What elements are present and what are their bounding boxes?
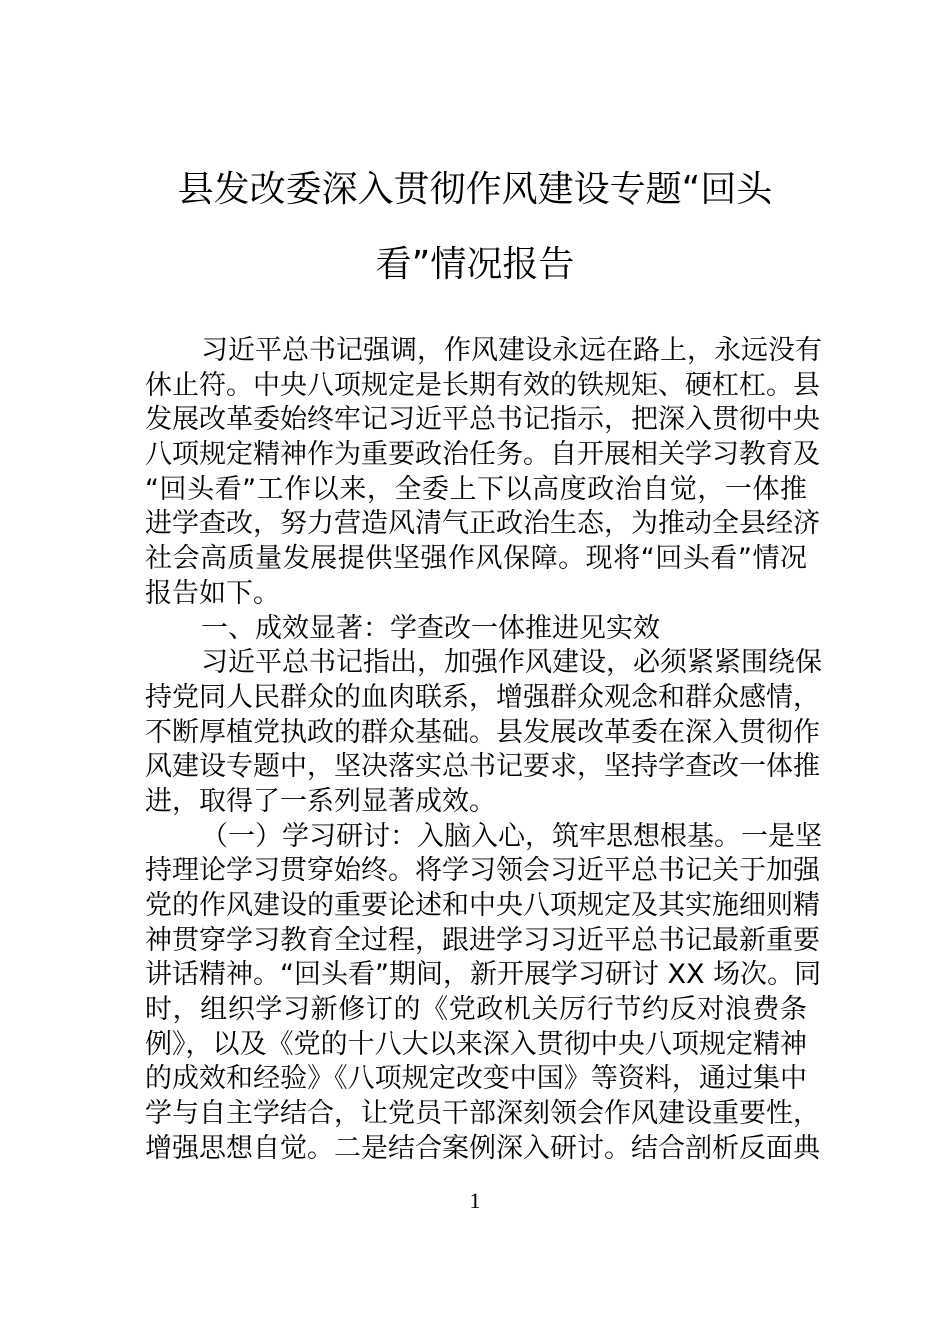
- text-line: 习近平总书记强调，作风建设永远在路上，永远没有: [201, 335, 822, 366]
- document-title-line-1: 县发改委深入贯彻作风建设专题“回头: [177, 169, 773, 210]
- text-line: 讲话精神。“回头看”期间，新开展学习研讨 XX 场次。同: [145, 959, 822, 991]
- text-line: 持党同人民群众的血肉联系，增强群众观念和群众感情，: [145, 681, 820, 713]
- text-line: 持理论学习贯穿始终。将学习领会习近平总书记关于加强: [145, 855, 820, 887]
- page-number: 1: [469, 1188, 481, 1213]
- text-line: 风建设专题中，坚决落实总书记要求，坚持学查改一体推: [145, 751, 820, 783]
- document-title-line-2: 看”情况报告: [375, 244, 575, 285]
- text-line: 休止符。中央八项规定是长期有效的铁规矩、硬杠杠。县: [145, 369, 820, 401]
- paragraph: [145, 820, 822, 1167]
- text-line: 一、成效显著：学查改一体推进见实效: [201, 612, 660, 644]
- text-line: 进学查改，努力营造风清气正政治生态，为推动全县经济: [145, 508, 820, 540]
- text-line: 习近平总书记指出，加强作风建设，必须紧紧围绕保: [201, 647, 822, 679]
- text-line: “回头看”工作以来，全委上下以高度政治自觉，一体推: [145, 473, 807, 505]
- section-heading: [145, 612, 807, 647]
- text-line: 增强思想自觉。二是结合案例深入研讨。结合剖析反面典: [145, 1132, 820, 1164]
- document-body: [145, 334, 822, 1167]
- paragraph: [145, 334, 822, 612]
- text-line: 不断厚植党执政的群众基础。县发展改革委在深入贯彻作: [145, 716, 820, 748]
- text-line: 党的作风建设的重要论述和中央八项规定及其实施细则精: [145, 890, 820, 921]
- text-line: 发展改革委始终牢记习近平总书记指示，把深入贯彻中央: [145, 404, 820, 436]
- text-line: 报告如下。: [145, 577, 280, 609]
- text-line: 的成效和经验》《八项规定改变中国》等资料，通过集中: [145, 1063, 807, 1095]
- text-line: 学与自主学结合，让党员干部深刻领会作风建设重要性，: [145, 1098, 820, 1130]
- text-line: 例》，以及《党的十八大以来深入贯彻中央八项规定精神: [145, 1028, 807, 1060]
- text-line: 八项规定精神作为重要政治任务。自开展相关学习教育及: [145, 439, 820, 471]
- text-line: （一）学习研讨：入脑入心，筑牢思想根基。一是坚: [201, 820, 822, 852]
- text-line: 时，组织学习新修订的《党政机关厉行节约反对浪费条: [145, 994, 807, 1026]
- text-line: 社会高质量发展提供坚强作风保障。现将“回头看”情况: [145, 543, 807, 575]
- paragraph: [145, 646, 822, 819]
- text-line: 神贯穿学习教育全过程，跟进学习习近平总书记最新重要: [145, 924, 820, 956]
- text-line: 进，取得了一系列显著成效。: [145, 785, 496, 817]
